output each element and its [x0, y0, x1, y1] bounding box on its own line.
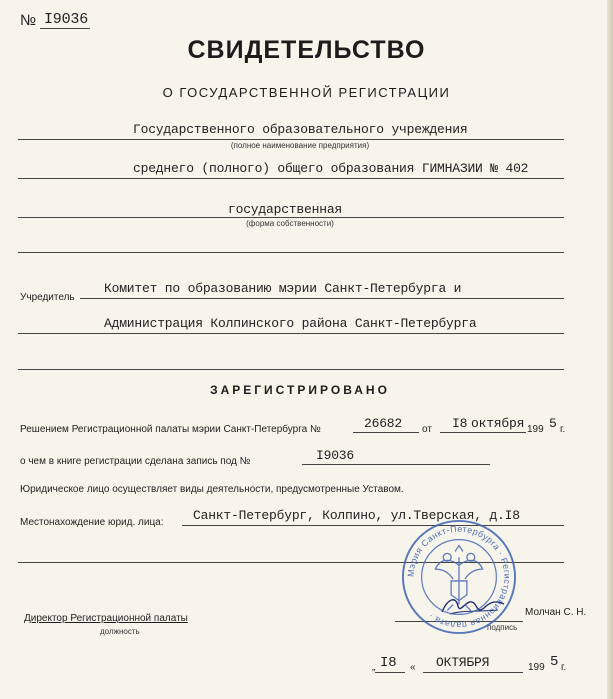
- enterprise-line-2: среднего (полного) общего образования ГИМНАЗИИ № 402: [133, 161, 529, 176]
- svg-text:Мэрия Санкт-Петербурга · Регис: Мэрия Санкт-Петербурга · Регистрационная палата ·: [405, 523, 513, 631]
- founder-line-1: Комитет по образованию мэрии Санкт-Петербурга и: [104, 281, 462, 296]
- decision-text: Решением Регистрационной палаты мэрии Санкт-Петербурга №: [20, 424, 321, 435]
- decision-month: октября: [471, 416, 525, 431]
- decision-year-suffix: г.: [560, 424, 566, 435]
- enterprise-caption: (полное наименование предприятия): [230, 141, 370, 150]
- footer-year-prefix: 199: [528, 662, 545, 673]
- record-text: о чем в книге регистрации сделана запись под №: [20, 456, 251, 467]
- footer-quote-open: „: [372, 662, 376, 673]
- founder-label: Учредитель: [20, 292, 75, 303]
- location-label: Местонахождение юрид. лица:: [20, 517, 164, 528]
- registered-heading: ЗАРЕГИСТРИРОВАНО: [210, 383, 390, 397]
- ownership-form: государственная: [228, 202, 343, 217]
- document-title: СВИДЕТЕЛЬСТВО: [187, 36, 426, 64]
- record-number: I9036: [316, 448, 355, 463]
- footer-month: ОКТЯБРЯ: [436, 655, 490, 670]
- signature-caption: подпись: [487, 623, 518, 632]
- decision-year-digit: 5: [549, 416, 557, 431]
- decision-number: 26682: [364, 416, 403, 431]
- location-value: Санкт-Петербург, Колпино, ул.Тверская, д.I8: [193, 508, 520, 523]
- document-subtitle: О ГОСУДАРСТВЕННОЙ РЕГИСТРАЦИИ: [162, 85, 451, 100]
- founder-line-2: Администрация Колпинского района Санкт-Петербурга: [104, 316, 477, 331]
- signatory-role-caption: должность: [100, 627, 140, 636]
- signatory-role: Директор Регистрационной палаты: [24, 613, 188, 624]
- activity-text: Юридическое лицо осуществляет виды деятельности, предусмотренные Уставом.: [20, 484, 404, 495]
- paper-edge: [607, 0, 613, 699]
- footer-year-suffix: г.: [561, 662, 567, 673]
- signatory-name: Молчан С. Н.: [525, 607, 587, 618]
- footer-year-digit: 5: [550, 654, 559, 670]
- decision-from: от: [422, 424, 432, 435]
- decision-year-prefix: 199: [527, 424, 544, 435]
- number-prefix: №: [20, 12, 37, 29]
- footer-quote-close: «: [410, 662, 416, 673]
- decision-day: I8: [452, 416, 468, 431]
- certificate-number: I9036: [44, 11, 89, 28]
- footer-day: I8: [380, 655, 397, 671]
- ownership-caption: (форма собственности): [246, 219, 334, 228]
- enterprise-line-1: Государственного образовательного учреждения: [133, 122, 468, 137]
- official-seal: [400, 518, 518, 636]
